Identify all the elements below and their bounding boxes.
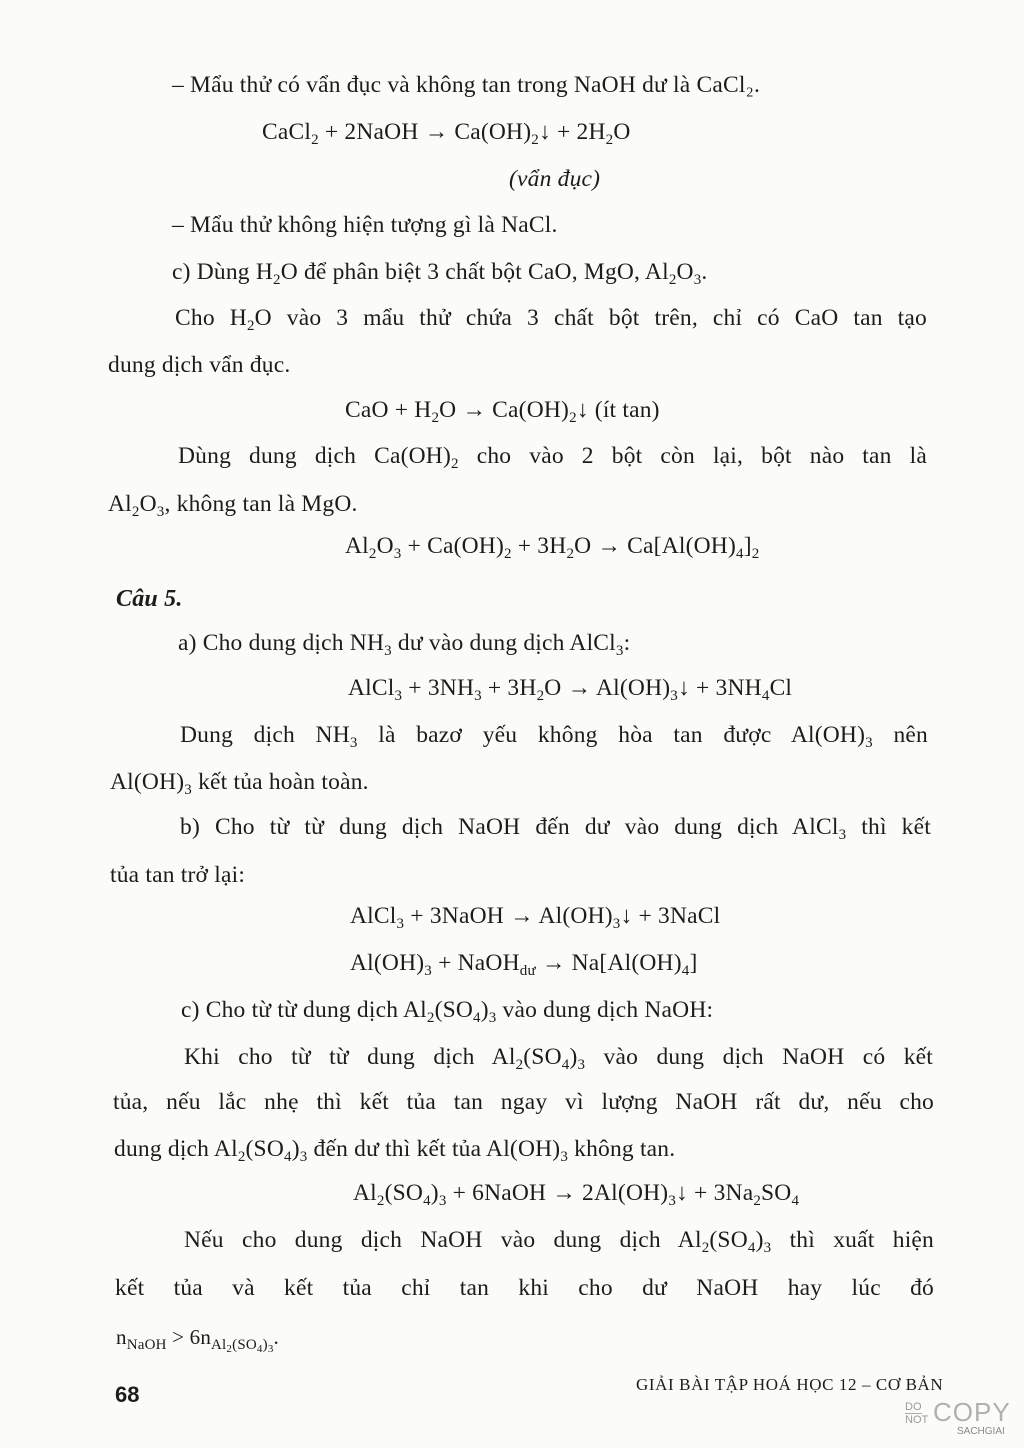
subscript: 3 — [560, 1149, 569, 1165]
text-line — [108, 350, 290, 380]
sentence-nacl: – Mẩu thử không hiện tượng gì là NaCl. — [172, 212, 558, 238]
subscript: 4 — [747, 1240, 756, 1256]
equation-al2so43-naoh — [353, 1178, 799, 1208]
text-run: dư vào dung dịch AlCl — [391, 630, 616, 656]
text-run: kết tủa hoàn toàn. — [192, 769, 369, 795]
eq-term: + 3NaOH → Al(OH) — [404, 903, 613, 929]
text-run: thì xuất hiện — [771, 1227, 934, 1253]
subscript: 3 — [474, 688, 482, 704]
text-run: c) Dùng H — [172, 259, 273, 285]
text-run: Dung dịch NH — [180, 722, 350, 748]
text-line — [172, 70, 760, 100]
text-run: ) — [262, 1337, 268, 1353]
subscript: 4 — [681, 963, 690, 979]
subscript: 2 — [131, 504, 140, 520]
watermark-not: NOT — [905, 1414, 929, 1426]
sentence-cacl2-precipitate: – Mẩu thử có vẩn đục và không tan trong NaOH dư là CaCl₂. — [172, 72, 761, 98]
text-run: (SO — [434, 997, 474, 1023]
text-line — [178, 441, 927, 471]
text-run: thì kết — [846, 814, 931, 840]
text-run: là bazơ yếu không hòa tan được Al(OH) — [357, 722, 866, 748]
subscript: 2 — [569, 410, 577, 426]
watermark-copy: COPY — [933, 1397, 1011, 1427]
subscript: 2 — [237, 1149, 246, 1165]
subscript: 3 — [349, 735, 358, 751]
equation-cao-water — [345, 395, 660, 425]
text-run: vào dung dịch NaOH: — [496, 997, 714, 1023]
text-line — [114, 1134, 675, 1164]
subscript: 2 — [668, 272, 677, 288]
eq-term: O — [613, 119, 631, 145]
eq-term: AlCl — [348, 675, 395, 701]
text-run: O — [139, 491, 157, 517]
eq-term: Al — [353, 1180, 377, 1206]
text-run: : — [623, 630, 631, 656]
heading-text: Câu 5. — [116, 586, 183, 612]
eq-term: AlCl — [350, 903, 397, 929]
subscript: 3 — [577, 1057, 586, 1073]
equation-alcl3-nh3 — [348, 673, 792, 703]
subscript: 3 — [865, 735, 873, 751]
eq-term: CaO + H — [345, 397, 432, 423]
subscript: 4 — [561, 1057, 570, 1073]
subscript: 2 — [515, 1057, 524, 1073]
text-run: Khi cho từ từ dung dịch Al — [184, 1044, 516, 1070]
text-line — [113, 1087, 934, 1117]
text-run: > 6n — [166, 1325, 212, 1349]
section-heading — [116, 584, 183, 614]
text-line — [178, 628, 630, 658]
eq-term: CaCl — [262, 119, 312, 145]
subscript: 3 — [393, 546, 402, 562]
eq-term: + Ca(OH) — [401, 533, 504, 559]
subscript: 2 — [431, 410, 440, 426]
eq-term: + 2NaOH → Ca(OH) — [318, 119, 532, 145]
text-line — [184, 1225, 934, 1255]
text-run: b) Cho từ từ dung dịch NaOH đến dư vào dung dịch AlCl — [180, 814, 839, 840]
subscript: 3 — [615, 643, 624, 659]
subscript: 4 — [423, 1193, 431, 1209]
text-run: kết tủa và kết tủa chỉ tan khi cho dư NaOH hay lúc đó — [115, 1275, 934, 1301]
subscript: 2 — [426, 1010, 435, 1026]
subscript-al2so43 — [211, 1337, 274, 1353]
text-line — [115, 1273, 934, 1303]
text-run: n — [116, 1325, 127, 1349]
text-line — [181, 995, 713, 1025]
eq-term: O → Ca(OH) — [439, 397, 570, 423]
italic-note: (vẩn đục) — [509, 166, 601, 192]
subscript: 2 — [753, 1193, 762, 1209]
text-run: tủa, nếu lắc nhẹ thì kết tủa tan ngay vì lượng NaOH rất dư, nếu cho — [113, 1089, 934, 1115]
eq-term: → Na[Al(OH) — [535, 950, 682, 976]
eq-term: + 3NH — [402, 675, 475, 701]
subscript: 2 — [226, 1343, 233, 1355]
text-run: (SO — [245, 1136, 284, 1162]
equation-aloh3-naoh — [350, 948, 698, 978]
text-run: ) — [291, 1136, 300, 1162]
text-line — [172, 257, 707, 287]
text-run: dung dịch vẩn đục. — [108, 352, 291, 378]
subscript: 3 — [384, 643, 392, 659]
text-run: O để phân biệt 3 chất bột CaO, MgO, Al — [280, 259, 669, 285]
text-run: tủa tan trở lại: — [110, 862, 246, 888]
text-line-inequality — [116, 1322, 279, 1355]
text-line — [184, 1042, 933, 1072]
subscript: 2 — [531, 132, 539, 148]
text-line — [180, 812, 931, 842]
subscript: 2 — [751, 546, 760, 562]
eq-term: ↓ + 2H — [538, 119, 606, 145]
eq-term: + 3H — [481, 675, 537, 701]
text-run: ) — [569, 1044, 578, 1070]
text-run: cho vào 2 bột còn lại, bột nào tan là — [458, 443, 927, 469]
text-line — [180, 720, 928, 750]
eq-term: + 3H — [511, 533, 567, 559]
subscript: 4 — [761, 688, 770, 704]
eq-term: ↓ (ít tan) — [576, 397, 660, 423]
eq-term: ↓ + 3Na — [676, 1180, 754, 1206]
text-run: Al — [211, 1337, 227, 1353]
subscript: 2 — [246, 318, 255, 334]
watermark-logo — [905, 1397, 1013, 1442]
text-run: vào dung dịch NaOH có kết — [585, 1044, 934, 1070]
text-run: (SO — [523, 1044, 562, 1070]
text-line — [110, 860, 245, 890]
text-run: O — [676, 259, 694, 285]
subscript: 3 — [156, 504, 165, 520]
text-run: nên — [872, 722, 928, 748]
eq-term: Cl — [769, 675, 793, 701]
subscript: 3 — [693, 272, 702, 288]
watermark-site: SACHGIAI — [957, 1426, 1005, 1437]
subscript: 3 — [612, 916, 621, 932]
text-run: Nếu cho dung dịch NaOH vào dung dịch Al — [184, 1227, 702, 1253]
text-run: c) Cho từ từ dung dịch Al — [181, 997, 427, 1023]
subscript: 2 — [701, 1240, 710, 1256]
text-run: . — [701, 259, 708, 285]
subscript: 3 — [299, 1149, 308, 1165]
text-run: . — [273, 1325, 279, 1349]
subscript: 3 — [394, 688, 403, 704]
subscript: 3 — [763, 1240, 772, 1256]
subscript: 3 — [438, 1193, 447, 1209]
subscript: 2 — [376, 1193, 385, 1209]
subscript: 4 — [256, 1343, 263, 1355]
text-run: Al — [108, 491, 132, 517]
eq-term: Al — [345, 533, 369, 559]
text-run: ) — [755, 1227, 764, 1253]
eq-term: ] — [689, 950, 698, 976]
eq-term: O — [376, 533, 394, 559]
subscript-du: dư — [519, 963, 536, 979]
subscript: 3 — [838, 827, 847, 843]
text-run: a) Cho dung dịch NH — [178, 630, 385, 656]
text-line — [175, 303, 927, 333]
subscript: 3 — [424, 963, 432, 979]
eq-term: ↓ + 3NaCl — [620, 903, 721, 929]
subscript: 3 — [670, 688, 678, 704]
eq-term: SO — [761, 1180, 792, 1206]
text-line — [108, 489, 358, 519]
page-number: 68 — [115, 1382, 140, 1407]
equation-cacl2-naoh — [262, 117, 631, 147]
eq-term: ) — [430, 1180, 439, 1206]
note-van-duc — [509, 164, 600, 194]
subscript: 3 — [668, 1193, 677, 1209]
eq-term: ↓ + 3NH — [678, 675, 762, 701]
subscript: 3 — [267, 1343, 274, 1355]
subscript: 4 — [736, 546, 744, 562]
subscript: 2 — [451, 456, 459, 472]
text-run: dung dịch Al — [114, 1136, 238, 1162]
subscript: 2 — [311, 132, 319, 148]
subscript: 2 — [504, 546, 512, 562]
subscript: 4 — [473, 1010, 481, 1026]
subscript: 3 — [184, 782, 192, 798]
book-title: GIẢI BÀI TẬP HOÁ HỌC 12 – CƠ BẢN — [636, 1375, 944, 1394]
text-run: O vào 3 mẩu thử chứa 3 chất bột trên, chỉ có CaO tan tạo — [254, 305, 927, 331]
eq-term: ] — [743, 533, 752, 559]
eq-term: O → Al(OH) — [544, 675, 671, 701]
text-run: Al(OH) — [110, 769, 185, 795]
subscript: 3 — [488, 1010, 497, 1026]
eq-term: Al(OH) — [350, 950, 425, 976]
text-run: Dùng dung dịch Ca(OH) — [178, 443, 452, 469]
subscript: 2 — [605, 132, 614, 148]
equation-alcl3-naoh — [350, 901, 720, 931]
text-line — [172, 210, 558, 240]
subscript: 2 — [273, 272, 281, 288]
text-line — [110, 767, 369, 797]
text-run: đến dư thì kết tủa Al(OH) — [307, 1136, 561, 1162]
eq-term: (SO — [384, 1180, 424, 1206]
subscript: 4 — [284, 1149, 292, 1165]
text-run: Cho H — [175, 305, 247, 331]
subscript: 2 — [536, 688, 545, 704]
text-run: (SO — [232, 1337, 257, 1353]
eq-term: O → Ca[Al(OH) — [574, 533, 736, 559]
subscript: 4 — [791, 1193, 800, 1209]
subscript: 2 — [566, 546, 575, 562]
watermark-do: DO — [905, 1401, 922, 1413]
text-run: , không tan là MgO. — [164, 491, 358, 517]
eq-term: + 6NaOH → 2Al(OH) — [446, 1180, 669, 1206]
text-run: không tan. — [568, 1136, 676, 1162]
text-run: ) — [480, 997, 489, 1023]
eq-term: + NaOH — [432, 950, 520, 976]
subscript-naoh: NaOH — [126, 1337, 167, 1353]
equation-al2o3-caoh2 — [345, 531, 759, 561]
text-run: (SO — [709, 1227, 748, 1253]
subscript: 2 — [368, 546, 377, 562]
subscript: 3 — [396, 916, 405, 932]
